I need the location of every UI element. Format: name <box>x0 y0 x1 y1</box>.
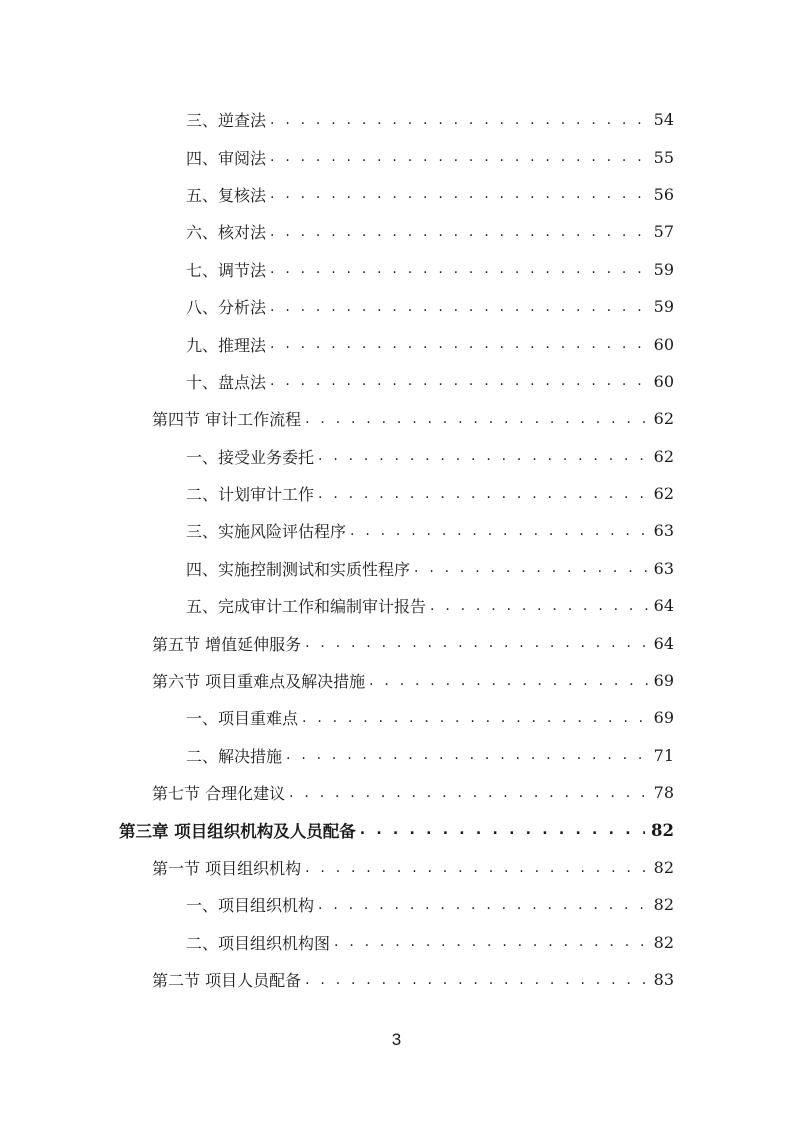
toc-leader-dots <box>270 373 648 389</box>
toc-entry-page: 63 <box>653 558 674 578</box>
toc-entry-label: 九、推理法 <box>186 335 267 355</box>
toc-entry[interactable] <box>0 924 793 961</box>
toc-entry-page: 64 <box>653 633 674 653</box>
toc-leader-dots <box>270 336 648 352</box>
toc-entry-page: 59 <box>653 297 674 317</box>
toc-entry[interactable] <box>0 886 793 923</box>
toc-entry[interactable] <box>0 438 793 475</box>
toc-leader-dots <box>305 972 648 988</box>
toc-entry-label: 三、逆查法 <box>186 111 267 131</box>
toc-entry-page: 62 <box>653 409 674 429</box>
toc-entry[interactable] <box>0 961 793 998</box>
toc-leader-dots <box>270 224 648 240</box>
toc-leader-dots <box>318 448 648 464</box>
toc-entry-label: 五、复核法 <box>186 185 267 205</box>
toc-entry-page: 82 <box>653 895 674 915</box>
toc-leader-dots <box>360 822 645 838</box>
toc-entry-label: 八、分析法 <box>186 298 267 318</box>
toc-entry-page: 82 <box>653 858 674 877</box>
toc-entry-label: 第六节 项目重难点及解决措施 <box>152 672 366 692</box>
toc-entry[interactable] <box>0 662 793 699</box>
toc-leader-dots <box>270 149 648 165</box>
toc-leader-dots <box>305 411 648 427</box>
toc-entry[interactable] <box>0 400 793 437</box>
toc-entry-label: 第四节 审计工作流程 <box>152 410 302 430</box>
toc-entry-page: 62 <box>653 484 674 504</box>
toc-entry[interactable] <box>0 699 793 736</box>
toc-entry-label: 第一节 项目组织机构 <box>152 859 302 878</box>
toc-entry-label: 四、审阅法 <box>186 148 267 168</box>
toc-entry-label: 第七节 合理化建议 <box>152 784 286 804</box>
toc-entry-page: 59 <box>653 259 674 279</box>
toc-entry-page: 54 <box>653 110 674 130</box>
toc-entry-page: 60 <box>653 334 674 354</box>
toc-entry[interactable] <box>0 737 793 774</box>
toc-entry-label: 十、盘点法 <box>186 372 267 392</box>
toc-entry-label: 第五节 增值延伸服务 <box>152 634 302 654</box>
toc-entry[interactable] <box>0 101 793 138</box>
toc-entry[interactable] <box>0 624 793 661</box>
toc-leader-dots <box>318 486 648 502</box>
toc-entry[interactable] <box>0 512 793 549</box>
toc-entry[interactable] <box>0 849 793 886</box>
table-of-contents <box>0 101 793 998</box>
toc-entry-page: 69 <box>653 708 674 728</box>
toc-leader-dots <box>369 673 648 689</box>
toc-entry[interactable] <box>0 475 793 512</box>
toc-entry-page: 82 <box>653 932 674 952</box>
toc-entry-page: 82 <box>651 820 674 840</box>
toc-entry-label: 第三章 项目组织机构及人员配备 <box>119 822 356 842</box>
toc-leader-dots <box>270 186 648 202</box>
toc-entry-page: 64 <box>653 596 674 616</box>
toc-entry[interactable] <box>0 811 793 848</box>
toc-entry[interactable] <box>0 288 793 325</box>
toc-leader-dots <box>318 897 648 913</box>
toc-leader-dots <box>270 112 648 128</box>
toc-entry-page: 63 <box>653 521 674 541</box>
toc-entry-page: 71 <box>653 745 674 765</box>
toc-entry[interactable] <box>0 774 793 811</box>
toc-entry-page: 78 <box>653 783 674 803</box>
toc-entry[interactable] <box>0 138 793 175</box>
toc-entry[interactable] <box>0 363 793 400</box>
toc-entry-label: 二、解决措施 <box>186 746 283 766</box>
toc-leader-dots <box>302 710 648 726</box>
toc-leader-dots <box>286 747 648 763</box>
page-number: 3 <box>391 1030 402 1049</box>
toc-entry-page: 60 <box>653 371 674 391</box>
toc-entry-label: 二、计划审计工作 <box>186 485 315 505</box>
toc-entry-label: 第二节 项目人员配备 <box>152 971 302 991</box>
toc-entry-page: 57 <box>653 222 674 242</box>
toc-entry[interactable] <box>0 176 793 213</box>
toc-entry-label: 二、项目组织机构图 <box>186 933 331 953</box>
toc-leader-dots <box>270 261 648 277</box>
toc-entry-page: 62 <box>653 446 674 466</box>
toc-entry-page: 69 <box>653 671 674 691</box>
toc-leader-dots <box>270 299 648 315</box>
toc-entry-label: 一、项目重难点 <box>186 709 299 729</box>
toc-leader-dots <box>430 598 648 614</box>
toc-entry-page: 55 <box>653 147 674 167</box>
toc-leader-dots <box>414 560 648 576</box>
toc-entry[interactable] <box>0 587 793 624</box>
toc-leader-dots <box>305 860 648 876</box>
toc-leader-dots <box>305 635 648 651</box>
toc-entry-page: 56 <box>653 184 674 204</box>
toc-entry[interactable] <box>0 213 793 250</box>
toc-entry-label: 一、项目组织机构 <box>186 896 315 916</box>
toc-entry-page: 83 <box>653 970 674 990</box>
toc-entry[interactable] <box>0 325 793 362</box>
toc-leader-dots <box>289 785 648 801</box>
toc-entry-label: 三、实施风险评估程序 <box>186 522 347 542</box>
toc-entry-label: 五、完成审计工作和编制审计报告 <box>186 597 427 617</box>
toc-entry-label: 一、接受业务委托 <box>186 447 315 467</box>
toc-entry-label: 七、调节法 <box>186 260 267 280</box>
toc-entry[interactable] <box>0 550 793 587</box>
toc-entry-label: 六、核对法 <box>186 223 267 243</box>
toc-leader-dots <box>350 523 648 539</box>
toc-entry-label: 四、实施控制测试和实质性程序 <box>186 559 411 579</box>
toc-leader-dots <box>334 934 648 950</box>
toc-entry[interactable] <box>0 251 793 288</box>
